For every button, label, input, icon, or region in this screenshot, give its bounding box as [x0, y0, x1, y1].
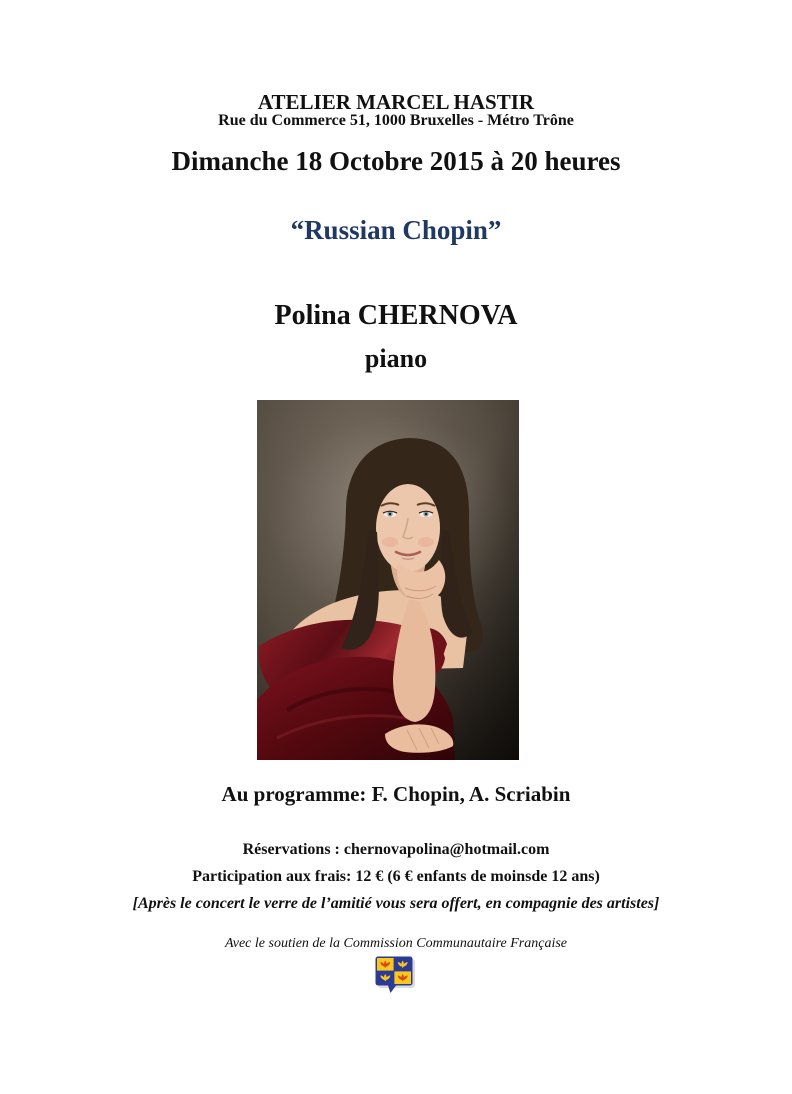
event-datetime: Dimanche 18 Octobre 2015 à 20 heures: [171, 146, 621, 176]
reservations-line: Réservations : chernovapolina@hotmail.com: [242, 841, 550, 858]
programme-line: Au programme: F. Chopin, A. Scriabin: [221, 782, 571, 806]
after-concert-note: [Après le concert le verre de l’amitié vous sera offert, en compagnie des artistes]: [132, 895, 660, 912]
artist-name: Polina CHERNOVA: [274, 300, 518, 331]
venue-address: Rue du Commerce 51, 1000 Bruxelles - Métro Trône: [218, 112, 574, 129]
cocof-logo-icon: [375, 956, 416, 995]
concert-title: “Russian Chopin”: [290, 215, 502, 245]
artist-photo: [257, 400, 519, 760]
artist-instrument: piano: [364, 344, 428, 373]
venue-name: ATELIER MARCEL HASTIR: [257, 90, 535, 114]
support-line: Avec le soutien de la Commission Communautaire Française: [224, 936, 568, 951]
price-line: Participation aux frais: 12 € (6 € enfants de moinsde 12 ans): [192, 868, 600, 885]
